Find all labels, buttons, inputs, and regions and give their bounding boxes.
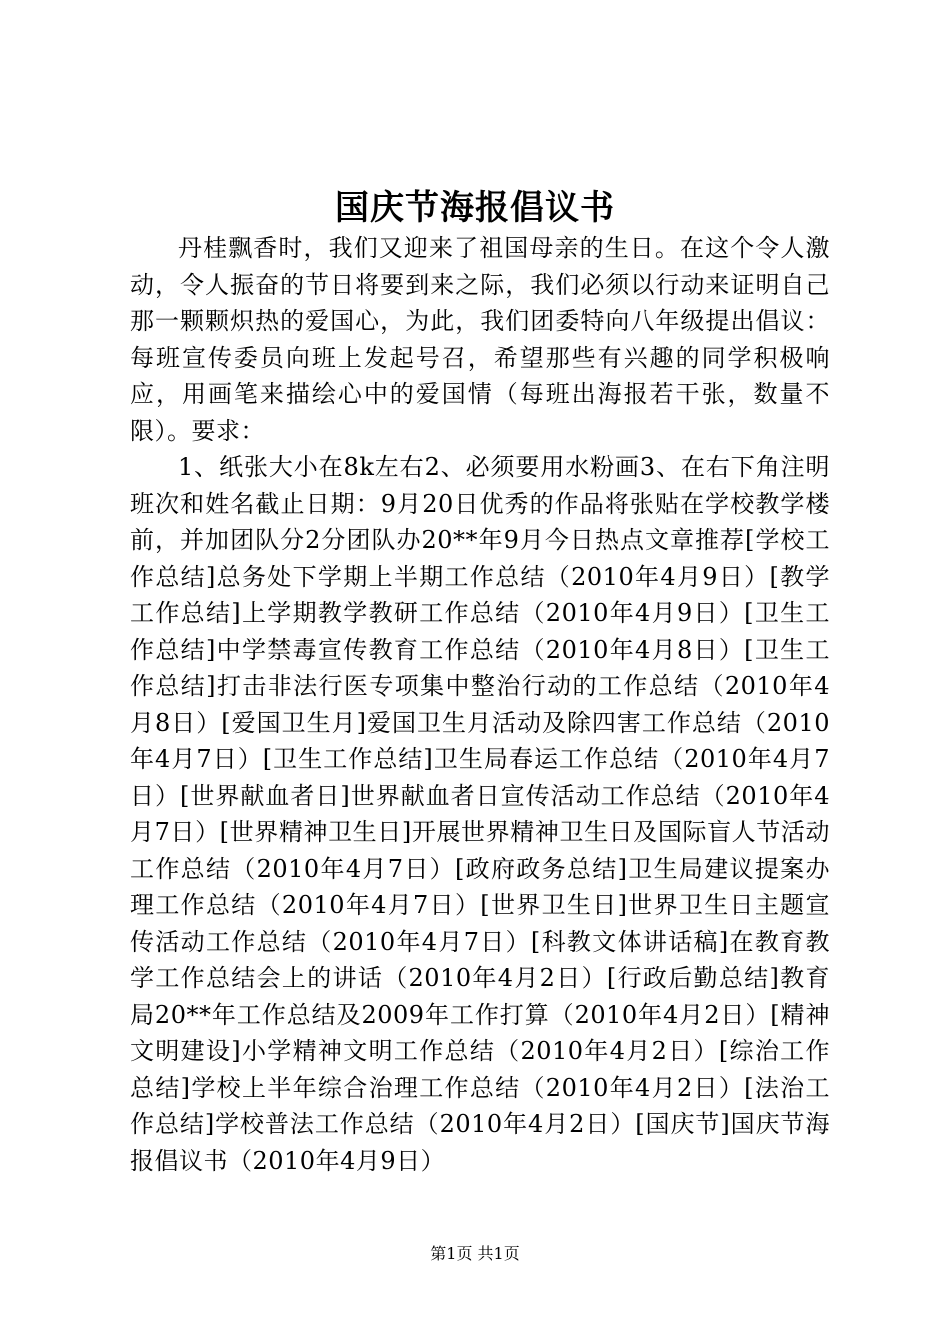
requirements-paragraph: 1、纸张大小在8k左右2、必须要用水粉画3、在右下角注明班次和姓名截止日期：9月20日优秀的作品将张贴在学校教学楼前，并加团队分2分团队办20**年9月今日热点文章推荐[学校工作总结]总务处下学期上半期工作总结（2010年4月9日）[教学工作总结]上学期教学教研工作总结（2010年4月9日）[卫生工作总结]中学禁毒宣传教育工作总结（2010年4月8日）[卫生工作总结]打击非法行医专项集中整治行动的工作总结（2010年4月8日）[爱国卫生月]爱国卫生月活动及除四害工作总结（2010年4月7日）[卫生工作总结]卫生局春运工作总结（2010年4月7日）[世界献血者日]世界献血者日宣传活动工作总结（2010年4月7日）[世界精神卫生日]开展世界精神卫生日及国际盲人节活动工作总结（2010年4月7日）[政府政务总结]卫生局建议提案办理工作总结（2010年4月7日）[世界卫生日]世界卫生日主题宣传活动工作总结（2010年4月7日）[科教文体讲话稿]在教育教学工作总结会上的讲话（2010年4月2日）[行政后勤总结]教育局20**年工作总结及2009年工作打算（2010年4月2日）[精神文明建设]小学精神文明工作总结（2010年4月2日）[综治工作总结]学校上半年综合治理工作总结（2010年4月2日）[法治工作总结]学校普法工作总结（2010年4月2日）[国庆节]国庆节海报倡议书（2010年4月9日） [130,453,830,1175]
document-body [130,230,830,1179]
page-footer: 第1页 共1页 [430,1244,520,1263]
document-title: 国庆节海报倡议书 [335,188,615,228]
intro-paragraph: 丹桂飘香时，我们又迎来了祖国母亲的生日。在这个令人激动，令人振奋的节日将要到来之际，我们必须以行动来证明自己那一颗颗炽热的爱国心，为此，我们团委特向八年级提出倡议：每班宣传委员向班上发起号召，希望那些有兴趣的同学积极响应，用画笔来描绘心中的爱国情（每班出海报若干张，数量不限）。要求： [130,234,830,445]
